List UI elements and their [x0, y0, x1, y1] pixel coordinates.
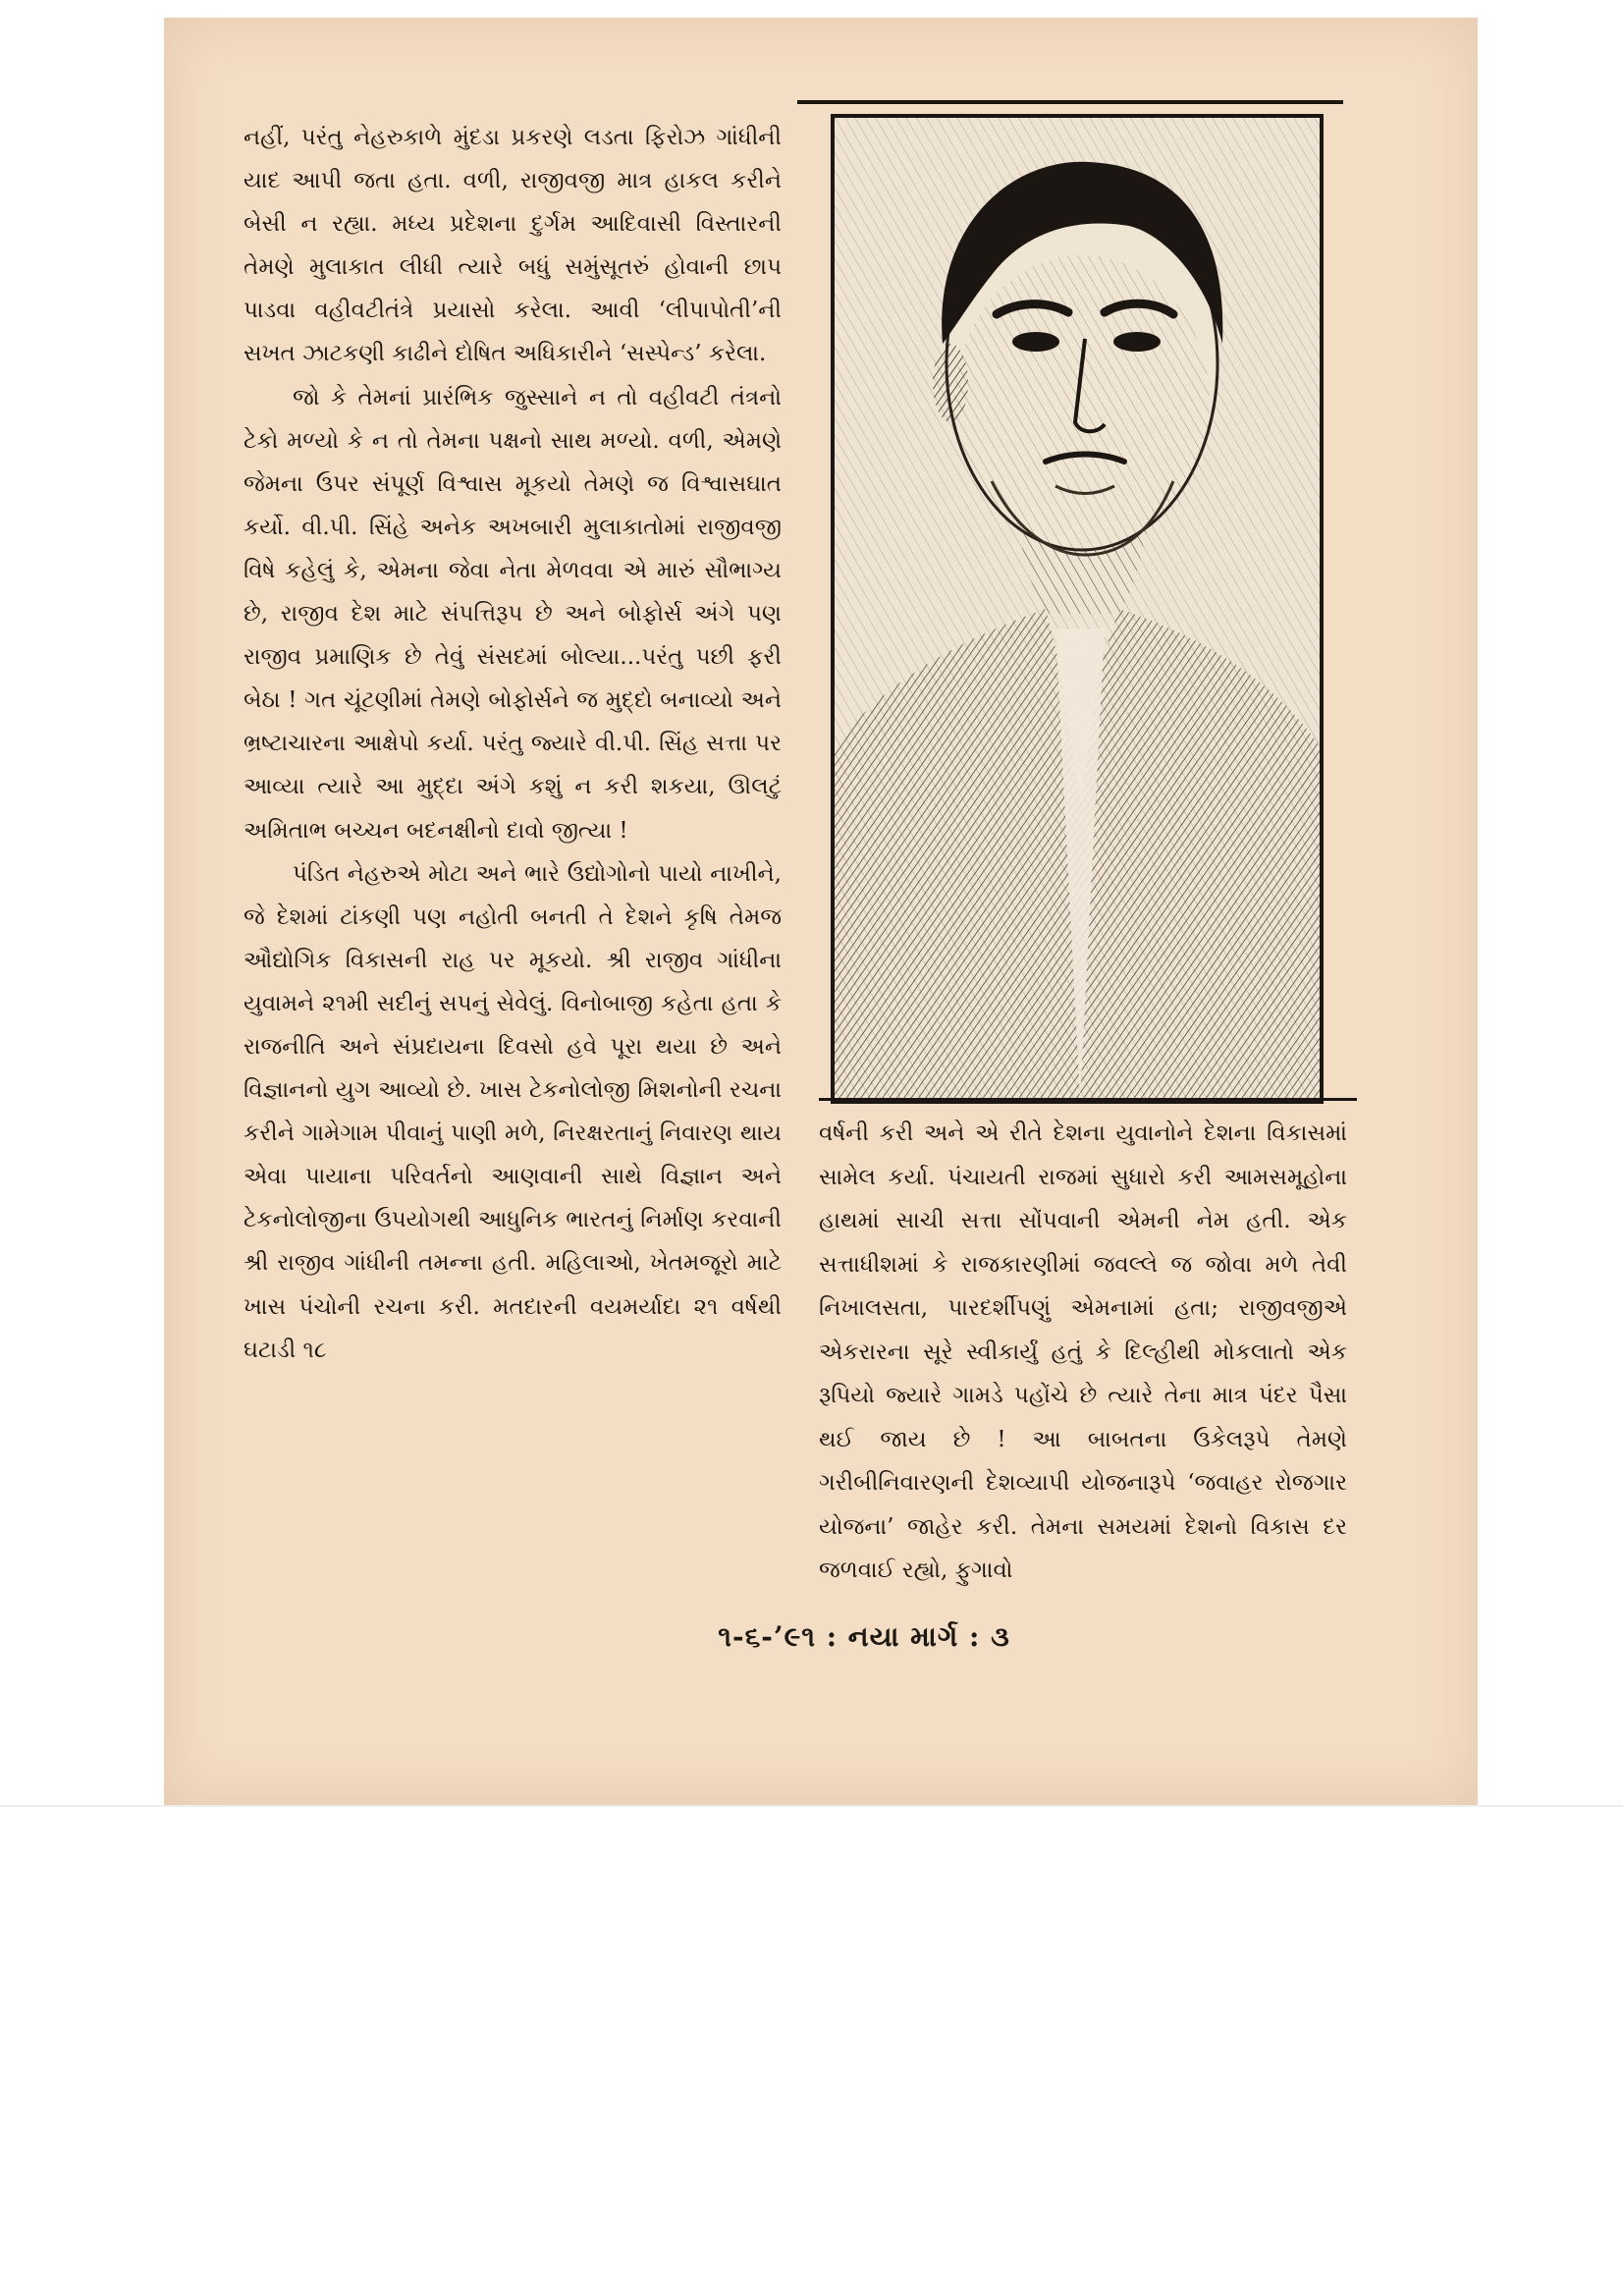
portrait-illustration	[831, 114, 1324, 1104]
page-footer: ૧-૬-’૯૧ : નયા માર્ગ : ૩	[718, 1620, 1010, 1653]
paragraph-4: વર્ષની કરી અને એ રીતે દેશના યુવાનોને દેશના વિકાસમાં સામેલ કર્યા. પંચાયતી રાજમાં સુધારો કરી આમસમૂહોના હાથમાં સાચી સત્તા સોંપવાની એમની નેમ હતી. એક સત્તાધીશમાં કે રાજકારણીમાં જવલ્લે જ જોવા મળે તેવી નિખાલસતા, પારદર્શીપણું એમનામાં હતા; રાજીવજીએ એકરારના સૂરે સ્વીકાર્યું હતું કે દિલ્હીથી મોકલાતો એક રૂપિયો જ્યારે ગામડે પહોંચે છે ત્યારે તેના માત્ર પંદર પૈસા થઈ જાય છે ! આ બાબતના ઉકેલરૂપે તેમણે ગરીબીનિવારણની દેશવ્યાપી યોજનારૂપે ‘જવાહર રોજગાર યોજના’ જાહેર કરી. તેમના સમયમાં દેશનો વિકાસ દર જળવાઈ રહ્યો, ફુગાવો	[819, 1121, 1347, 1583]
top-rule	[797, 100, 1343, 104]
bottom-rule	[819, 1098, 1357, 1101]
page-edge	[0, 1805, 1623, 1807]
paragraph-3: પંડિત નેહરુએ મોટા અને ભારે ઉદ્યોગોનો પાયો નાખીને, જે દેશમાં ટાંકણી પણ નહોતી બનતી તે દેશને કૃષિ તેમજ ઔદ્યોગિક વિકાસની રાહ પર મૂકયો. શ્રી રાજીવ ગાંધીના યુવામને ૨૧મી સદીનું સપનું સેવેલું. વિનોબાજી કહેતા હતા કે રાજનીતિ અને સંપ્રદાયના દિવસો હવે પૂરા થયા છે અને વિજ્ઞાનનો યુગ આવ્યો છે. ખાસ ટેકનોલોજી મિશનોની રચના કરીને ગામેગામ પીવાનું પાણી મળે, નિરક્ષરતાનું નિવારણ થાય એવા પાયાના પરિવર્તનો આણવાની સાથે વિજ્ઞાન અને ટેકનોલોજીના ઉપયોગથી આધુનિક ભારતનું નિર્માણ કરવાની શ્રી રાજીવ ગાંધીની તમન્ના હતી. મહિલાઓ, ખેતમજૂરો માટે ખાસ પંચોની રચના કરી. મતદારની વયમર્યાદા ૨૧ વર્ષથી ઘટાડી ૧૮	[243, 860, 782, 1363]
paragraph-2: જો કે તેમનાં પ્રારંભિક જુસ્સાને ન તો વહીવટી તંત્રનો ટેકો મળ્યો કે ન તો તેમના પક્ષનો સાથ મળ્યો. વળી, એમણે જેમના ઉપર સંપૂર્ણ વિશ્વાસ મૂકયો તેમણે જ વિશ્વાસઘાત કર્યો. વી.પી. સિંહે અનેક અખબારી મુલાકાતોમાં રાજીવજી વિષે કહેલું કે, એમના જેવા નેતા મેળવવા એ મારું સૌભાગ્ય છે, રાજીવ દેશ માટે સંપત્તિરૂપ છે અને બોફોર્સ અંગે પણ રાજીવ પ્રમાણિક છે તેવું સંસદમાં બોલ્યા...પરંતુ પછી ફરી બેઠા ! ગત ચૂંટણીમાં તેમણે બોફોર્સને જ મુદ્દો બનાવ્યો અને ભ્રષ્ટાચારના આક્ષેપો કર્યા. પરંતુ જ્યારે વી.પી. સિંહ સત્તા પર આવ્યા ત્યારે આ મુદ્દા અંગે કશું ન કરી શકયા, ઊલટું અમિતાભ બચ્ચન બદનક્ષીનો દાવો જીત્યા !	[243, 384, 782, 844]
paragraph-1: નહીં, પરંતુ નેહરુકાળે મુંદડા પ્રકરણે લડતા ફિરોઝ ગાંધીની યાદ આપી જતા હતા. વળી, રાજીવજી માત્ર હાકલ કરીને બેસી ન રહ્યા. મધ્ય પ્રદેશના દુર્ગમ આદિવાસી વિસ્તારની તેમણે મુલાકાત લીધી ત્યારે બધું સમુંસૂતરું હોવાની છાપ પાડવા વહીવટીતંત્રે પ્રયાસો કરેલા. આવી ‘લીપાપોતી’ની સખત ઝાટકણી કાઢીને દોષિત અધિકારીને ‘સસ્પેન્ડ’ કરેલા.	[243, 125, 782, 367]
left-text-column	[243, 116, 782, 1372]
right-text-column	[819, 1112, 1347, 1593]
portrait-sketch	[835, 118, 1320, 1100]
